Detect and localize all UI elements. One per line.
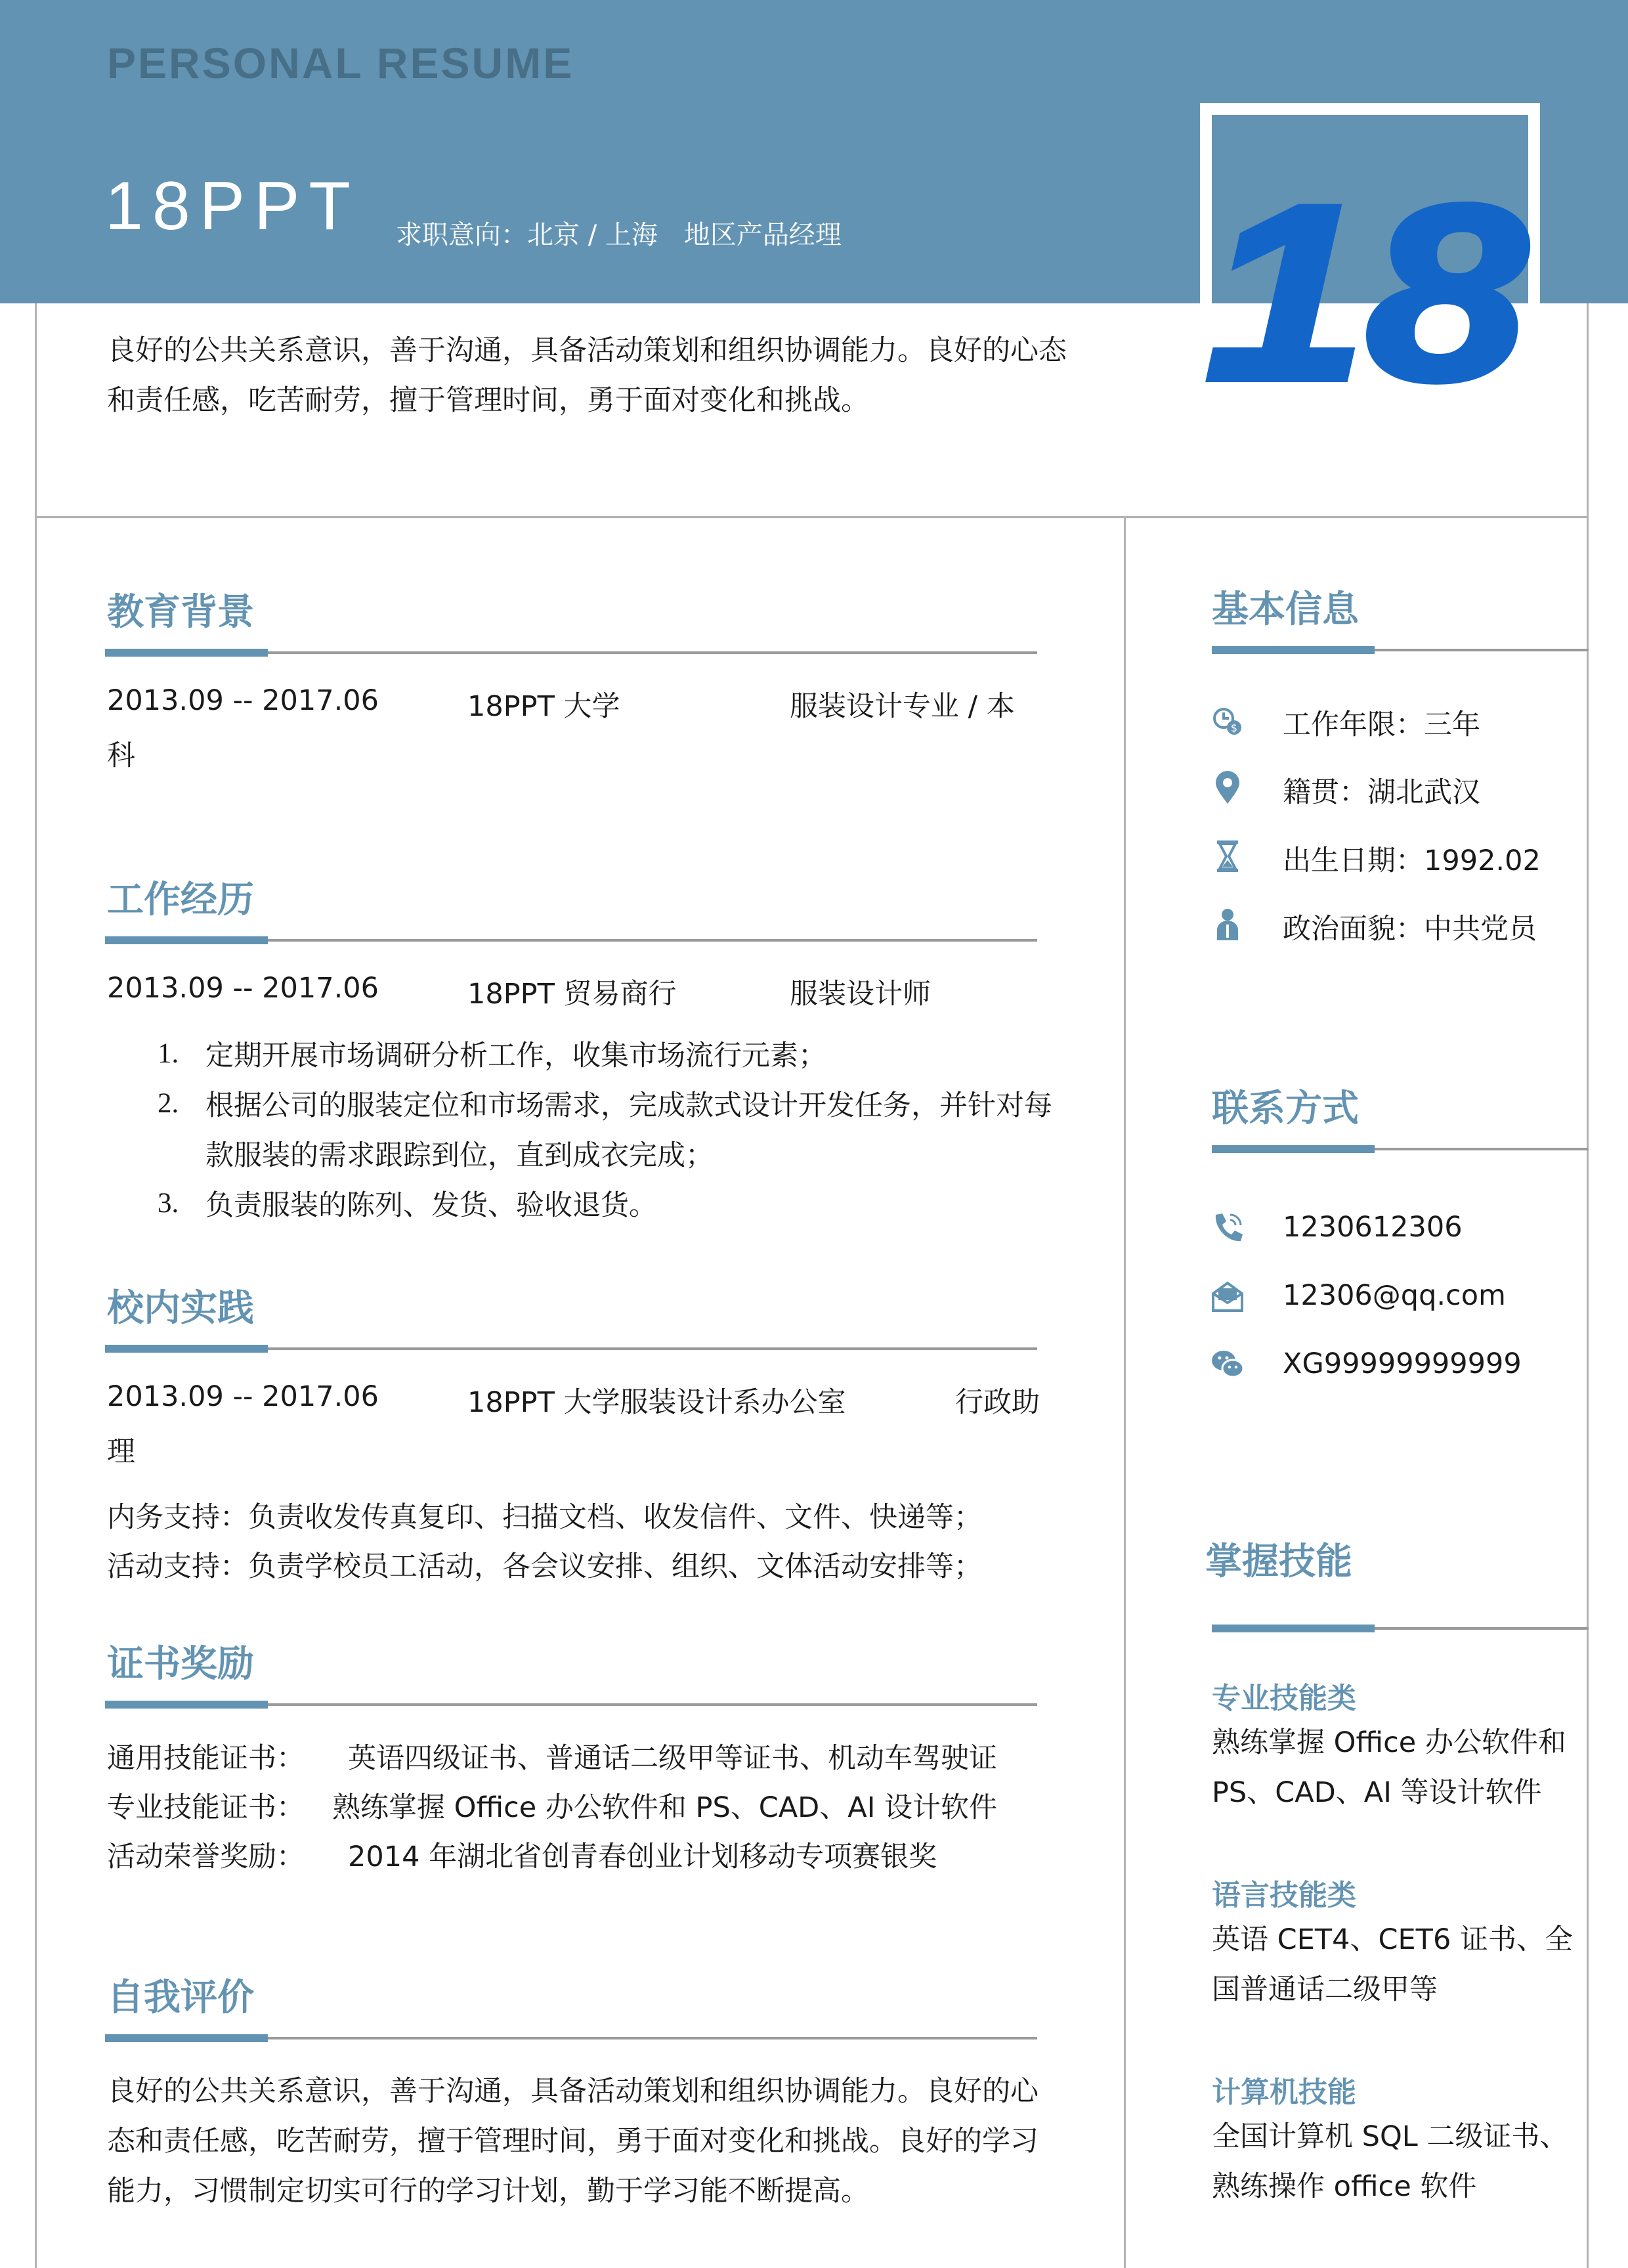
contact-accent bbox=[1212, 1145, 1375, 1153]
wechat-icon bbox=[1210, 1347, 1245, 1382]
skill-group-text: 全国计算机 SQL 二级证书、熟练操作 office 软件 bbox=[1212, 2120, 1568, 2203]
horizontal-divider bbox=[35, 516, 1589, 518]
work-company: 18PPT 贸易商行 bbox=[467, 978, 677, 1011]
skill-group-title: 语言技能类 bbox=[1212, 1879, 1356, 1912]
education-title: 教育背景 bbox=[107, 591, 254, 634]
education-period: 2013.09 -- 2017.06 bbox=[107, 684, 379, 717]
work-item-number: 2. bbox=[158, 1088, 179, 1119]
campus-org: 18PPT 大学服装设计系办公室 bbox=[467, 1386, 846, 1419]
contact-wechat: XG99999999999 bbox=[1283, 1347, 1522, 1380]
campus-period: 2013.09 -- 2017.06 bbox=[107, 1380, 379, 1413]
work-years-icon bbox=[1210, 704, 1245, 738]
phone-icon bbox=[1210, 1211, 1245, 1245]
photo-logo bbox=[1200, 103, 1541, 392]
contact-title: 联系方式 bbox=[1212, 1087, 1359, 1130]
candidate-name: 18PPT bbox=[105, 168, 360, 244]
basic-info-item: 出生日期：1992.02 bbox=[1283, 844, 1541, 877]
basic-info-item: 籍贯：湖北武汉 bbox=[1283, 776, 1480, 809]
work-period: 2013.09 -- 2017.06 bbox=[107, 972, 379, 1005]
campus-accent bbox=[105, 1345, 268, 1353]
basic-info-item: 政治面貌：中共党员 bbox=[1283, 913, 1537, 946]
certificates-title: 证书奖励 bbox=[107, 1643, 254, 1686]
self-eval-text: 良好的公共关系意识，善于沟通，具备活动策划和组织协调能力。良好的心态和责任感，吃苦耐劳，擅于管理时间，勇于面对变化和挑战。良好的学习能力，习惯制定切实可行的学习计划，勤于学习能不断提高。 bbox=[107, 2075, 1039, 2208]
mail-icon bbox=[1210, 1279, 1245, 1313]
skill-group-text: 熟练掌握 Office 办公软件和 PS、CAD、AI 等设计软件 bbox=[1212, 1726, 1566, 1809]
basic-info-title: 基本信息 bbox=[1212, 588, 1359, 631]
job-objective: 求职意向：北京 / 上海 地区产品经理 bbox=[396, 220, 842, 250]
certificate-label: 专业技能证书： bbox=[107, 1791, 305, 1824]
campus-title: 校内实践 bbox=[107, 1287, 254, 1330]
skill-group-title: 专业技能类 bbox=[1212, 1682, 1356, 1715]
education-accent bbox=[105, 649, 268, 657]
skill-group-title: 计算机技能 bbox=[1212, 2076, 1356, 2109]
right-border bbox=[1587, 303, 1589, 2268]
campus-duty: 内务支持：负责收发传真复印、扫描文档、收发信件、文件、快递等； bbox=[107, 1501, 982, 1534]
skills-title: 掌握技能 bbox=[1205, 1540, 1352, 1583]
campus-role: 行政助 bbox=[955, 1386, 1040, 1419]
work-item: 根据公司的服装定位和市场需求，完成款式设计开发任务，并针对每款服装的需求跟踪到位，直到成衣完成； bbox=[205, 1089, 1052, 1172]
vertical-divider bbox=[1124, 518, 1126, 2268]
left-border bbox=[35, 303, 37, 2268]
work-item: 定期开展市场调研分析工作，收集市场流行元素； bbox=[205, 1039, 826, 1072]
campus-duty: 活动支持：负责学校员工活动，各会议安排、组织、文体活动安排等； bbox=[107, 1550, 982, 1583]
work-position: 服装设计师 bbox=[790, 978, 931, 1011]
intro-summary: 良好的公共关系意识，善于沟通，具备活动策划和组织协调能力。良好的心态和责任感，吃苦耐劳，擅于管理时间，勇于面对变化和挑战。 bbox=[107, 334, 1067, 417]
work-item-number: 1. bbox=[158, 1038, 179, 1069]
hourglass-icon bbox=[1210, 839, 1245, 873]
campus-role-wrap: 理 bbox=[107, 1435, 135, 1468]
resume-label: PERSONAL RESUME bbox=[107, 39, 574, 87]
work-item-number: 3. bbox=[158, 1188, 179, 1219]
self-eval-title: 自我评价 bbox=[107, 1976, 254, 2019]
certificate-value: 2014 年湖北省创青春创业计划移动专项赛银奖 bbox=[348, 1841, 937, 1873]
work-accent bbox=[105, 936, 268, 944]
work-title: 工作经历 bbox=[107, 879, 254, 921]
person-icon bbox=[1210, 907, 1245, 942]
skills-accent bbox=[1212, 1625, 1375, 1632]
education-major-wrap: 科 bbox=[107, 739, 135, 772]
certificate-label: 通用技能证书： bbox=[107, 1742, 305, 1775]
photo-logo-text: 18 bbox=[1205, 153, 1529, 392]
location-pin-icon bbox=[1210, 771, 1245, 805]
contact-email: 12306@qq.com bbox=[1283, 1279, 1506, 1312]
certificate-value: 英语四级证书、普通话二级甲等证书、机动车驾驶证 bbox=[348, 1742, 997, 1775]
certificate-label: 活动荣誉奖励： bbox=[107, 1841, 305, 1873]
contact-phone: 1230612306 bbox=[1283, 1211, 1463, 1244]
work-item: 负责服装的陈列、发货、验收退货。 bbox=[205, 1189, 657, 1222]
svg-text:$: $ bbox=[1230, 722, 1238, 734]
basic-info-accent bbox=[1212, 646, 1375, 654]
certificate-value: 熟练掌握 Office 办公软件和 PS、CAD、AI 设计软件 bbox=[332, 1791, 998, 1824]
education-school: 18PPT 大学 bbox=[467, 690, 620, 723]
basic-info-item: 工作年限：三年 bbox=[1283, 709, 1480, 741]
self-eval-accent bbox=[105, 2034, 268, 2042]
certificates-accent bbox=[105, 1701, 268, 1709]
skill-group-text: 英语 CET4、CET6 证书、全国普通话二级甲等 bbox=[1212, 1923, 1573, 2006]
education-major: 服装设计专业 / 本 bbox=[790, 690, 1015, 723]
